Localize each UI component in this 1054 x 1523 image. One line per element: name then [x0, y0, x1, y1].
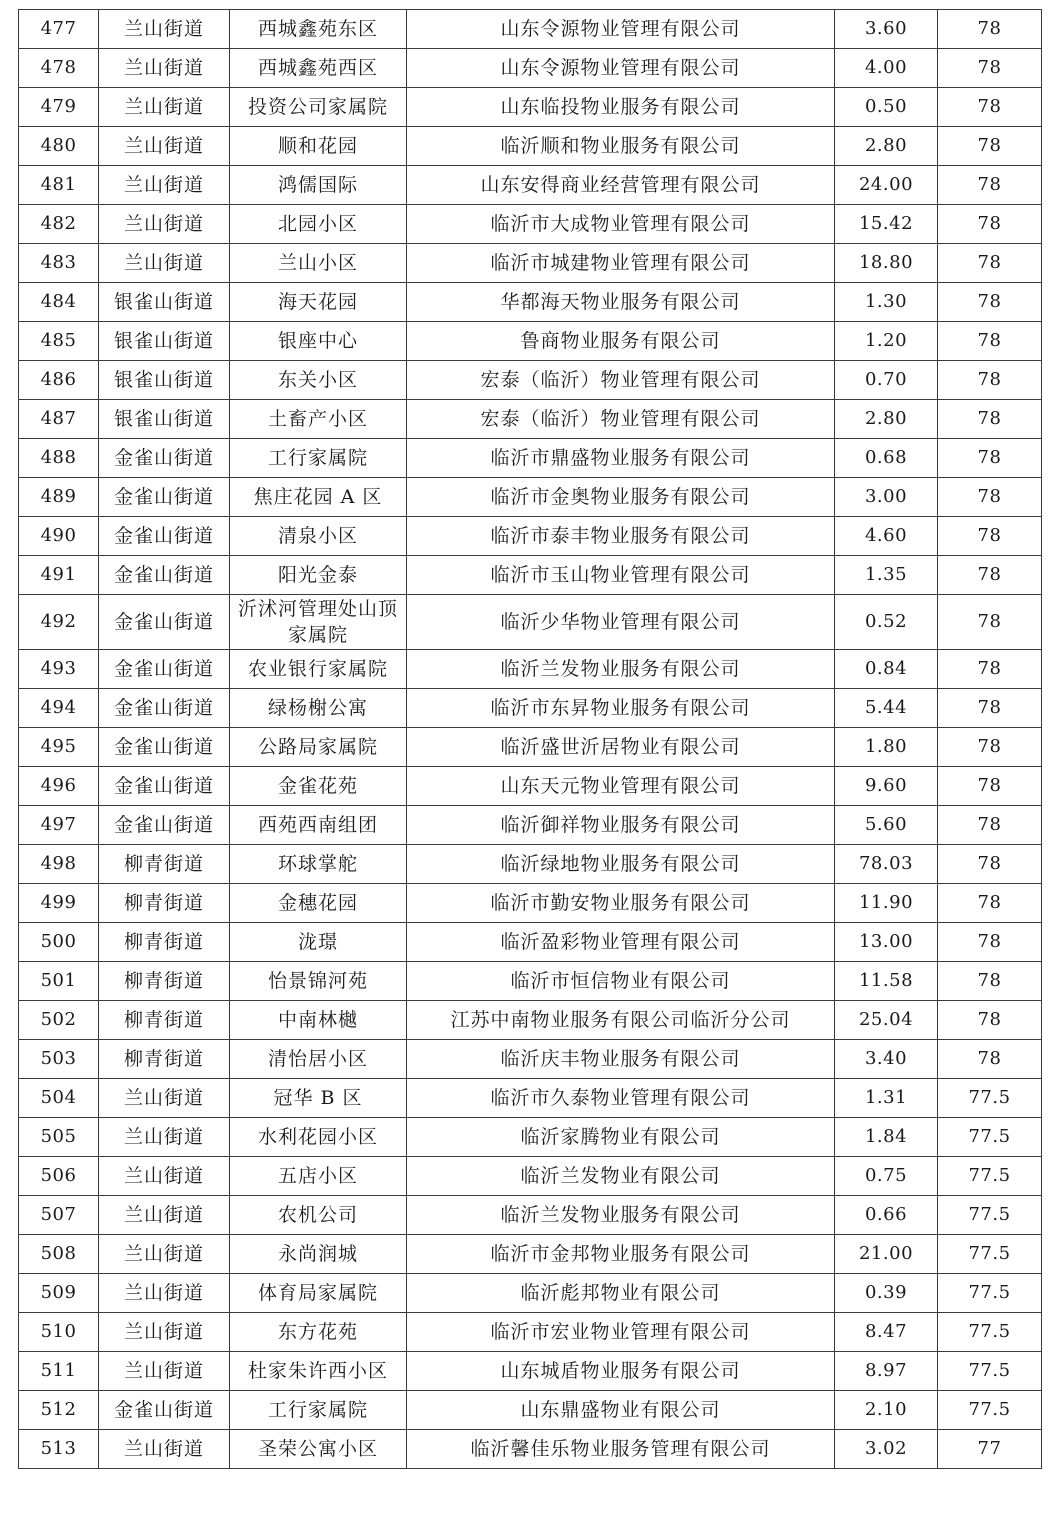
cell-score: 77.5: [938, 1118, 1042, 1157]
cell-area: 11.90: [835, 884, 938, 923]
table-row: [19, 1157, 1042, 1196]
table-row: [19, 1118, 1042, 1157]
cell-area: 25.04: [835, 1001, 938, 1040]
cell-score: 77.5: [938, 1196, 1042, 1235]
cell-company: 山东天元物业管理有限公司: [407, 767, 835, 806]
table-row: [19, 689, 1042, 728]
cell-street: 兰山街道: [99, 88, 230, 127]
cell-score: 78: [938, 884, 1042, 923]
cell-area: 0.75: [835, 1157, 938, 1196]
cell-number: 513: [19, 1430, 99, 1469]
table-row: [19, 884, 1042, 923]
cell-area: 9.60: [835, 767, 938, 806]
cell-community: 农机公司: [230, 1196, 407, 1235]
cell-number: 481: [19, 166, 99, 205]
cell-street: 金雀山街道: [99, 767, 230, 806]
table-row: [19, 1313, 1042, 1352]
cell-street: 金雀山街道: [99, 556, 230, 595]
cell-company: 山东临投物业服务有限公司: [407, 88, 835, 127]
table-row: [19, 650, 1042, 689]
cell-community: 西城鑫苑西区: [230, 49, 407, 88]
cell-number: 501: [19, 962, 99, 1001]
table-row: [19, 205, 1042, 244]
cell-community: 金雀花苑: [230, 767, 407, 806]
table-row: [19, 1196, 1042, 1235]
cell-score: 78: [938, 166, 1042, 205]
cell-street: 兰山街道: [99, 244, 230, 283]
cell-number: 511: [19, 1352, 99, 1391]
cell-area: 1.31: [835, 1079, 938, 1118]
cell-community: 清泉小区: [230, 517, 407, 556]
cell-number: 496: [19, 767, 99, 806]
table-row: [19, 845, 1042, 884]
cell-score: 78: [938, 244, 1042, 283]
cell-score: 78: [938, 1040, 1042, 1079]
table-row: [19, 1001, 1042, 1040]
cell-company: 临沂兰发物业服务有限公司: [407, 650, 835, 689]
cell-number: 477: [19, 10, 99, 49]
cell-street: 金雀山街道: [99, 595, 230, 650]
cell-community: 清怡居小区: [230, 1040, 407, 1079]
cell-score: 78: [938, 845, 1042, 884]
cell-area: 0.50: [835, 88, 938, 127]
cell-area: 3.60: [835, 10, 938, 49]
cell-number: 480: [19, 127, 99, 166]
cell-score: 78: [938, 478, 1042, 517]
cell-area: 18.80: [835, 244, 938, 283]
cell-street: 兰山街道: [99, 1313, 230, 1352]
cell-company: 临沂馨佳乐物业服务管理有限公司: [407, 1430, 835, 1469]
cell-score: 78: [938, 1001, 1042, 1040]
cell-company: 临沂市大成物业管理有限公司: [407, 205, 835, 244]
cell-community: 永尚润城: [230, 1235, 407, 1274]
cell-street: 兰山街道: [99, 1118, 230, 1157]
cell-street: 金雀山街道: [99, 517, 230, 556]
cell-number: 493: [19, 650, 99, 689]
cell-score: 78: [938, 283, 1042, 322]
cell-street: 兰山街道: [99, 49, 230, 88]
cell-company: 临沂市恒信物业有限公司: [407, 962, 835, 1001]
cell-community: 阳光金泰: [230, 556, 407, 595]
cell-company: 临沂市泰丰物业服务有限公司: [407, 517, 835, 556]
cell-number: 478: [19, 49, 99, 88]
cell-street: 金雀山街道: [99, 650, 230, 689]
cell-community: 泷璟: [230, 923, 407, 962]
table-row: [19, 283, 1042, 322]
cell-area: 5.44: [835, 689, 938, 728]
cell-company: 宏泰（临沂）物业管理有限公司: [407, 400, 835, 439]
table-row: [19, 49, 1042, 88]
table-row: [19, 1391, 1042, 1430]
cell-company: 临沂少华物业管理有限公司: [407, 595, 835, 650]
cell-area: 2.80: [835, 400, 938, 439]
cell-area: 4.00: [835, 49, 938, 88]
cell-street: 金雀山街道: [99, 806, 230, 845]
cell-company: 山东令源物业管理有限公司: [407, 49, 835, 88]
cell-company: 江苏中南物业服务有限公司临沂分公司: [407, 1001, 835, 1040]
cell-street: 兰山街道: [99, 1430, 230, 1469]
table-row: [19, 556, 1042, 595]
cell-score: 78: [938, 88, 1042, 127]
cell-number: 490: [19, 517, 99, 556]
cell-area: 8.47: [835, 1313, 938, 1352]
cell-community: 工行家属院: [230, 1391, 407, 1430]
cell-number: 491: [19, 556, 99, 595]
cell-street: 兰山街道: [99, 1157, 230, 1196]
cell-community: 水利花园小区: [230, 1118, 407, 1157]
cell-score: 78: [938, 49, 1042, 88]
cell-number: 495: [19, 728, 99, 767]
cell-score: 78: [938, 400, 1042, 439]
cell-community: 圣荣公寓小区: [230, 1430, 407, 1469]
cell-number: 494: [19, 689, 99, 728]
cell-area: 1.84: [835, 1118, 938, 1157]
cell-score: 77.5: [938, 1274, 1042, 1313]
cell-area: 2.80: [835, 127, 938, 166]
cell-community: 体育局家属院: [230, 1274, 407, 1313]
table-row: [19, 806, 1042, 845]
cell-community: 海天花园: [230, 283, 407, 322]
property-rating-table: [18, 9, 1042, 1469]
cell-number: 483: [19, 244, 99, 283]
cell-number: 479: [19, 88, 99, 127]
cell-company: 鲁商物业服务有限公司: [407, 322, 835, 361]
cell-community: 金穗花园: [230, 884, 407, 923]
table-row: [19, 1430, 1042, 1469]
cell-score: 78: [938, 361, 1042, 400]
cell-street: 柳青街道: [99, 884, 230, 923]
cell-score: 78: [938, 595, 1042, 650]
cell-area: 8.97: [835, 1352, 938, 1391]
document-page: [18, 9, 1041, 1469]
cell-street: 金雀山街道: [99, 728, 230, 767]
cell-area: 1.35: [835, 556, 938, 595]
cell-number: 498: [19, 845, 99, 884]
cell-street: 兰山街道: [99, 127, 230, 166]
cell-score: 78: [938, 923, 1042, 962]
cell-score: 78: [938, 556, 1042, 595]
cell-street: 兰山街道: [99, 1079, 230, 1118]
cell-company: 临沂市宏业物业管理有限公司: [407, 1313, 835, 1352]
cell-community: 银座中心: [230, 322, 407, 361]
cell-street: 银雀山街道: [99, 400, 230, 439]
cell-company: 华都海天物业服务有限公司: [407, 283, 835, 322]
table-row: [19, 595, 1042, 650]
cell-company: 临沂绿地物业服务有限公司: [407, 845, 835, 884]
cell-company: 临沂市久泰物业管理有限公司: [407, 1079, 835, 1118]
table-row: [19, 361, 1042, 400]
cell-number: 502: [19, 1001, 99, 1040]
cell-street: 兰山街道: [99, 205, 230, 244]
cell-number: 507: [19, 1196, 99, 1235]
cell-area: 11.58: [835, 962, 938, 1001]
table-row: [19, 478, 1042, 517]
table-body: [19, 10, 1042, 1469]
cell-number: 489: [19, 478, 99, 517]
cell-number: 500: [19, 923, 99, 962]
cell-score: 77.5: [938, 1391, 1042, 1430]
cell-score: 78: [938, 322, 1042, 361]
cell-score: 78: [938, 205, 1042, 244]
cell-company: 临沂彪邦物业有限公司: [407, 1274, 835, 1313]
cell-number: 503: [19, 1040, 99, 1079]
cell-score: 78: [938, 728, 1042, 767]
cell-area: 3.02: [835, 1430, 938, 1469]
cell-community: 东关小区: [230, 361, 407, 400]
cell-company: 临沂御祥物业服务有限公司: [407, 806, 835, 845]
cell-score: 77.5: [938, 1079, 1042, 1118]
cell-score: 78: [938, 767, 1042, 806]
cell-community: 冠华 B 区: [230, 1079, 407, 1118]
cell-score: 77: [938, 1430, 1042, 1469]
cell-street: 金雀山街道: [99, 1391, 230, 1430]
cell-number: 504: [19, 1079, 99, 1118]
cell-company: 山东城盾物业服务有限公司: [407, 1352, 835, 1391]
cell-area: 2.10: [835, 1391, 938, 1430]
cell-street: 柳青街道: [99, 845, 230, 884]
cell-community: 投资公司家属院: [230, 88, 407, 127]
cell-number: 497: [19, 806, 99, 845]
table-row: [19, 127, 1042, 166]
cell-area: 1.20: [835, 322, 938, 361]
cell-community: 怡景锦河苑: [230, 962, 407, 1001]
cell-score: 77.5: [938, 1313, 1042, 1352]
cell-area: 3.40: [835, 1040, 938, 1079]
cell-community: 沂沭河管理处山顶家属院: [230, 595, 407, 650]
cell-area: 0.39: [835, 1274, 938, 1313]
cell-company: 临沂盈彩物业管理有限公司: [407, 923, 835, 962]
cell-community: 西苑西南组团: [230, 806, 407, 845]
cell-area: 0.70: [835, 361, 938, 400]
cell-area: 21.00: [835, 1235, 938, 1274]
cell-score: 78: [938, 806, 1042, 845]
table-row: [19, 322, 1042, 361]
cell-street: 兰山街道: [99, 1274, 230, 1313]
table-row: [19, 1352, 1042, 1391]
cell-street: 银雀山街道: [99, 322, 230, 361]
cell-area: 0.84: [835, 650, 938, 689]
cell-company: 临沂市鼎盛物业服务有限公司: [407, 439, 835, 478]
cell-community: 公路局家属院: [230, 728, 407, 767]
cell-company: 山东安得商业经营管理有限公司: [407, 166, 835, 205]
cell-area: 0.52: [835, 595, 938, 650]
cell-community: 绿杨榭公寓: [230, 689, 407, 728]
cell-community: 北园小区: [230, 205, 407, 244]
table-row: [19, 767, 1042, 806]
cell-company: 临沂顺和物业服务有限公司: [407, 127, 835, 166]
cell-score: 77.5: [938, 1157, 1042, 1196]
cell-community: 土畜产小区: [230, 400, 407, 439]
cell-score: 78: [938, 10, 1042, 49]
cell-number: 492: [19, 595, 99, 650]
cell-number: 482: [19, 205, 99, 244]
cell-area: 1.80: [835, 728, 938, 767]
cell-company: 临沂市勤安物业服务有限公司: [407, 884, 835, 923]
cell-community: 东方花苑: [230, 1313, 407, 1352]
cell-area: 1.30: [835, 283, 938, 322]
cell-score: 77.5: [938, 1352, 1042, 1391]
cell-company: 临沂市东昇物业服务有限公司: [407, 689, 835, 728]
cell-company: 临沂兰发物业有限公司: [407, 1157, 835, 1196]
cell-company: 临沂市城建物业管理有限公司: [407, 244, 835, 283]
table-row: [19, 1274, 1042, 1313]
cell-company: 临沂家腾物业有限公司: [407, 1118, 835, 1157]
cell-street: 柳青街道: [99, 923, 230, 962]
cell-number: 488: [19, 439, 99, 478]
cell-area: 13.00: [835, 923, 938, 962]
cell-street: 柳青街道: [99, 1001, 230, 1040]
cell-street: 兰山街道: [99, 1235, 230, 1274]
cell-score: 77.5: [938, 1235, 1042, 1274]
cell-street: 兰山街道: [99, 1352, 230, 1391]
cell-number: 505: [19, 1118, 99, 1157]
cell-company: 临沂市金邦物业服务有限公司: [407, 1235, 835, 1274]
cell-street: 兰山街道: [99, 10, 230, 49]
cell-street: 金雀山街道: [99, 478, 230, 517]
cell-score: 78: [938, 689, 1042, 728]
cell-area: 0.66: [835, 1196, 938, 1235]
table-row: [19, 439, 1042, 478]
table-row: [19, 1079, 1042, 1118]
cell-score: 78: [938, 962, 1042, 1001]
cell-company: 山东令源物业管理有限公司: [407, 10, 835, 49]
table-row: [19, 962, 1042, 1001]
cell-community: 农业银行家属院: [230, 650, 407, 689]
cell-community: 焦庄花园 A 区: [230, 478, 407, 517]
cell-number: 506: [19, 1157, 99, 1196]
cell-community: 杜家朱许西小区: [230, 1352, 407, 1391]
cell-number: 510: [19, 1313, 99, 1352]
cell-area: 3.00: [835, 478, 938, 517]
table-row: [19, 1040, 1042, 1079]
cell-score: 78: [938, 439, 1042, 478]
cell-score: 78: [938, 127, 1042, 166]
cell-score: 78: [938, 650, 1042, 689]
cell-area: 15.42: [835, 205, 938, 244]
table-row: [19, 244, 1042, 283]
cell-community: 环球掌舵: [230, 845, 407, 884]
table-row: [19, 166, 1042, 205]
cell-company: 宏泰（临沂）物业管理有限公司: [407, 361, 835, 400]
cell-community: 五店小区: [230, 1157, 407, 1196]
cell-number: 484: [19, 283, 99, 322]
table-row: [19, 728, 1042, 767]
cell-company: 临沂兰发物业服务有限公司: [407, 1196, 835, 1235]
cell-company: 临沂庆丰物业服务有限公司: [407, 1040, 835, 1079]
cell-street: 银雀山街道: [99, 361, 230, 400]
cell-community: 工行家属院: [230, 439, 407, 478]
cell-street: 柳青街道: [99, 962, 230, 1001]
cell-area: 78.03: [835, 845, 938, 884]
cell-community: 兰山小区: [230, 244, 407, 283]
cell-community: 中南林樾: [230, 1001, 407, 1040]
cell-number: 512: [19, 1391, 99, 1430]
table-row: [19, 923, 1042, 962]
cell-community: 西城鑫苑东区: [230, 10, 407, 49]
cell-number: 509: [19, 1274, 99, 1313]
cell-company: 临沂市金奥物业服务有限公司: [407, 478, 835, 517]
cell-area: 5.60: [835, 806, 938, 845]
table-row: [19, 10, 1042, 49]
cell-number: 508: [19, 1235, 99, 1274]
cell-street: 兰山街道: [99, 1196, 230, 1235]
table-row: [19, 400, 1042, 439]
cell-street: 金雀山街道: [99, 439, 230, 478]
table-row: [19, 88, 1042, 127]
cell-area: 24.00: [835, 166, 938, 205]
cell-street: 兰山街道: [99, 166, 230, 205]
cell-score: 78: [938, 517, 1042, 556]
cell-number: 499: [19, 884, 99, 923]
cell-number: 486: [19, 361, 99, 400]
cell-community: 鸿儒国际: [230, 166, 407, 205]
cell-street: 金雀山街道: [99, 689, 230, 728]
cell-number: 487: [19, 400, 99, 439]
cell-community: 顺和花园: [230, 127, 407, 166]
cell-street: 柳青街道: [99, 1040, 230, 1079]
cell-street: 银雀山街道: [99, 283, 230, 322]
cell-number: 485: [19, 322, 99, 361]
cell-company: 临沂盛世沂居物业有限公司: [407, 728, 835, 767]
cell-company: 临沂市玉山物业管理有限公司: [407, 556, 835, 595]
table-row: [19, 517, 1042, 556]
table-row: [19, 1235, 1042, 1274]
cell-area: 0.68: [835, 439, 938, 478]
cell-area: 4.60: [835, 517, 938, 556]
cell-company: 山东鼎盛物业有限公司: [407, 1391, 835, 1430]
